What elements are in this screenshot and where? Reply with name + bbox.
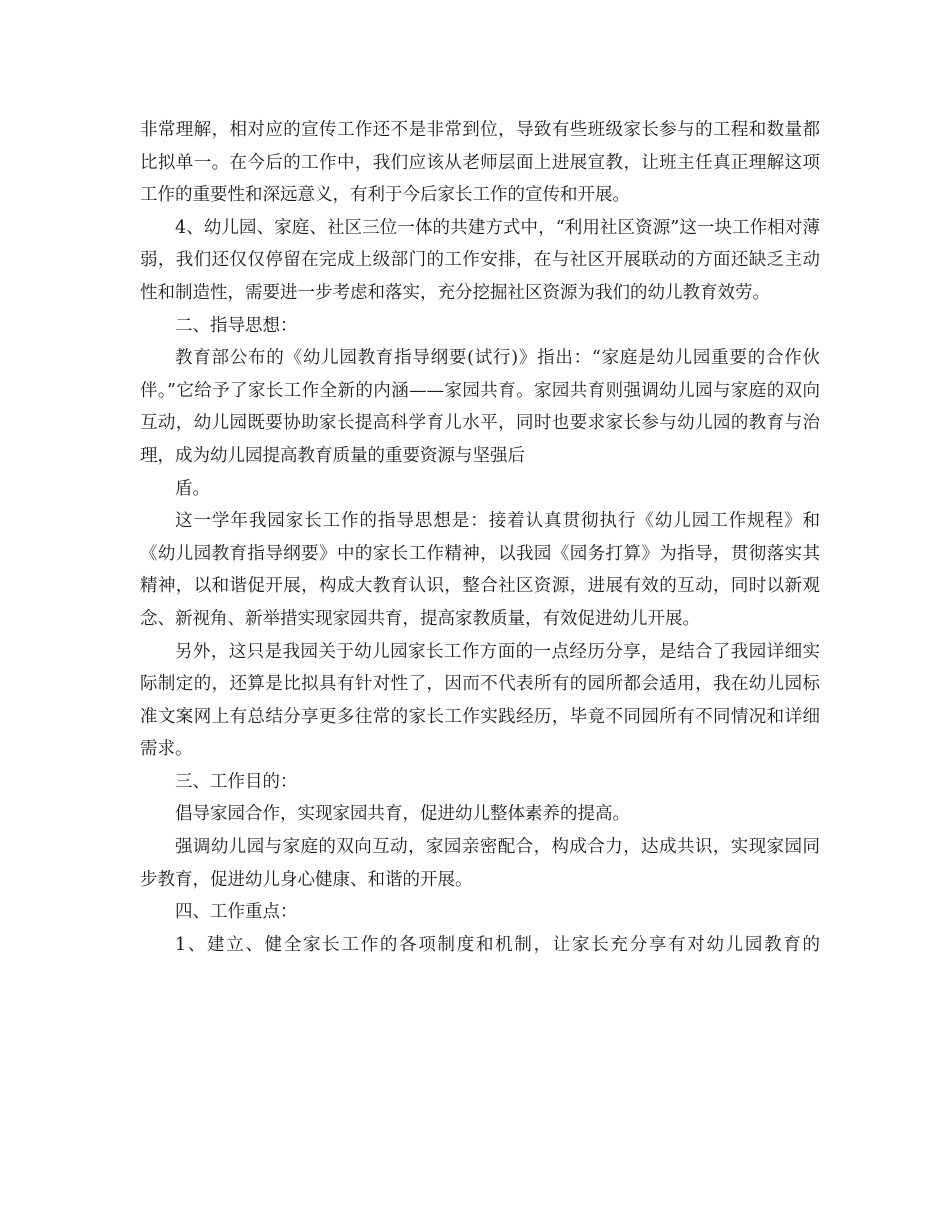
document-body	[140, 114, 820, 961]
paragraph-guideline-quote: 教育部公布的《幼儿园教育指导纲要(试行)》指出：“家庭是幼儿园重要的合作伙伴。”它给予了家长工作全新的内涵——家园共育。家园共育则强调幼儿园与家庭的双向互动，幼儿园既要协助家长提高科学育儿水平，同时也要求家长参与幼儿园的教育与治理，成为幼儿园提高教育质量的重要资源与坚强后	[140, 348, 820, 466]
paragraph-focus-1: 1、建立、健全家长工作的各项制度和机制，让家长充分享有对幼儿园教育的	[175, 934, 820, 955]
paragraph-note: 另外，这只是我园关于幼儿园家长工作方面的一点经历分享，是结合了我园详细实际制定的，还算是比拟具有针对性了，因而不代表所有的园所都会适用，我在幼儿园标准文案网上有总结分享更多往常的家长工作实践经历，毕竟不同园所有不同情况和详细需求。	[140, 641, 820, 760]
paragraph-goal-1: 倡导家园合作，实现家园共育，促进幼儿整体素养的提高。	[175, 804, 630, 825]
paragraph-goal-2: 强调幼儿园与家庭的双向互动，家园亲密配合，构成合力，达成共识，实现家园同步教育，促进幼儿身心健康、和谐的开展。	[140, 837, 820, 890]
section-heading-guiding-thought: 二、指导思想：	[175, 315, 298, 336]
section-heading-work-focus: 四、工作重点：	[175, 902, 298, 923]
paragraph-guiding-thought: 这一学年我园家长工作的指导思想是：接着认真贯彻执行《幼儿园工作规程》和《幼儿园教育指导纲要》中的家长工作精神，以我园《园务打算》为指导，贯彻落实其精神，以和谐促开展，构成大教育认识，整合社区资源，进展有效的互动，同时以新观念、新视角、新举措实现家园共育，提高家教质量，有效促进幼儿开展。	[140, 511, 820, 629]
paragraph-fragment: 盾。	[175, 478, 210, 499]
paragraph-item-4: 4、幼儿园、家庭、社区三位一体的共建方式中，“利用社区资源”这一块工作相对薄弱，我们还仅仅停留在完成上级部门的工作安排，在与社区开展联动的方面还缺乏主动性和制造性，需要进一步考虑和落实，充分挖掘社区资源为我们的幼儿教育效劳。	[140, 217, 820, 303]
paragraph-continuation: 非常理解，相对应的宣传工作还不是非常到位，导致有些班级家长参与的工程和数量都比拟单一。在今后的工作中，我们应该从老师层面上进展宣教，让班主任真正理解这项工作的重要性和深远意义，有利于今后家长工作的宣传和开展。	[140, 120, 820, 206]
section-heading-work-goal: 三、工作目的：	[175, 771, 298, 792]
